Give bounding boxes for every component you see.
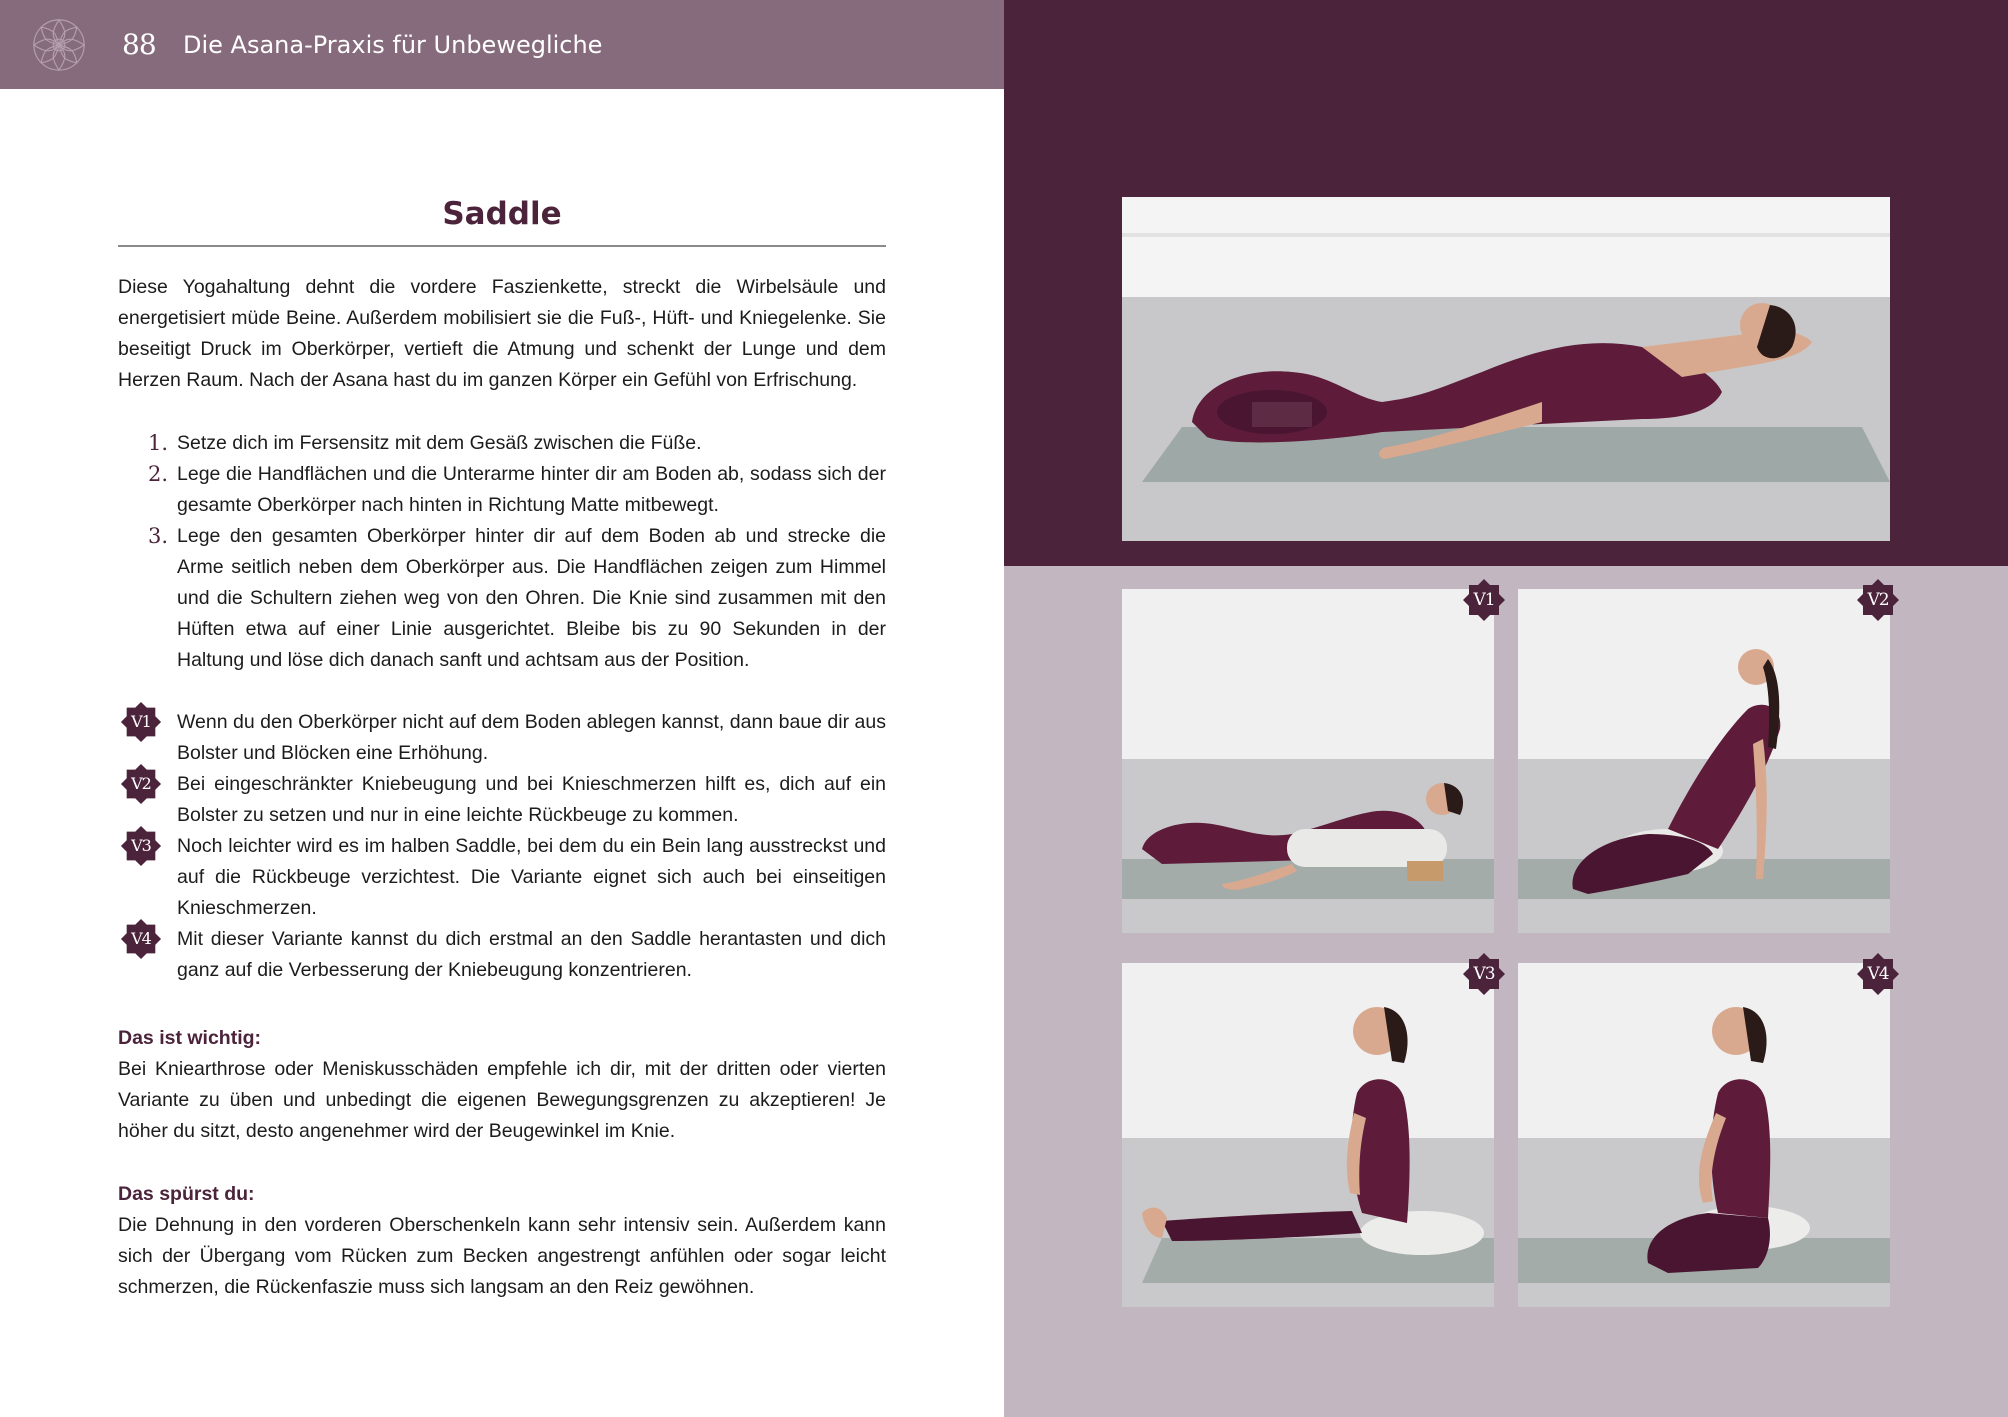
photo-badge-label: V1 <box>1473 590 1495 610</box>
variant-text: Bei eingeschränkter Kniebeugung und bei Knieschmerzen hilft es, dich auf ein Bolster zu setzen und nur in eine leichte Rückbeuge zu kommen. <box>177 773 886 826</box>
variant-text: Wenn du den Oberkörper nicht auf dem Boden ablegen kannst, dann baue dir aus Bolster und Blöcken eine Erhöhung. <box>177 711 886 764</box>
main-pose-photo <box>1122 197 1890 541</box>
steps-list <box>118 428 886 676</box>
photo-badge-v3 <box>1462 952 1506 996</box>
variant-badge-label: V4 <box>131 929 151 948</box>
photo-badge-v2 <box>1856 578 1900 622</box>
variant-badge-label: V3 <box>131 836 151 855</box>
variants-list <box>118 707 886 986</box>
title-divider <box>118 245 886 247</box>
step-number: 3. <box>148 524 169 548</box>
photo-badge-v4 <box>1856 952 1900 996</box>
variant-badge-label: V2 <box>131 774 151 793</box>
important-heading: Das ist wichtig: <box>118 1027 262 1049</box>
reclined-saddle-illustration <box>1122 197 1890 541</box>
variant-text: Noch leichter wird es im halben Saddle, bei dem du ein Bein lang ausstreckst und auf die Rückbeuge verzichtest. Die Variante eignet sich auch bei einseitigen Knieschmerzen. <box>177 835 886 919</box>
page-header <box>0 0 1004 89</box>
sitting-backbend-illustration <box>1518 589 1890 933</box>
variant-badge <box>120 763 162 805</box>
photo-badge-v1 <box>1462 578 1506 622</box>
variant-1-photo <box>1122 589 1494 933</box>
step-item <box>118 428 886 459</box>
step-text: Lege die Handflächen und die Unterarme hinter dir am Boden ab, sodass sich der gesamte Oberkörper nach hinten in Richtung Matte mitbewegt. <box>177 463 886 516</box>
feel-paragraph: Die Dehnung in den vorderen Oberschenkeln kann sehr intensiv sein. Außerdem kann sich der Übergang vom Rücken zum Becken angestrengt anfühlen oder sogar leicht schmerzen, die Rückenfaszie muss sich langsam an den Reiz gewöhnen. <box>118 1214 886 1298</box>
variant-3-photo <box>1122 963 1494 1307</box>
feel-heading: Das spürst du: <box>118 1183 255 1205</box>
intro-paragraph: Diese Yogahaltung dehnt die vordere Faszienkette, streckt die Wirbelsäule und energetisiert müde Beine. Außerdem mobilisiert sie die Fuß-, Hüft- und Kniegelenke. Sie beseitigt Druck im Oberkörper, vertieft die Atmung und schenkt der Lunge und dem Herzen Raum. Nach der Asana hast du im ganzen Körper ein Gefühl von Erfrischung. <box>118 276 886 391</box>
variant-badge <box>120 918 162 960</box>
variant-item <box>118 707 886 769</box>
variant-2-photo <box>1518 589 1890 933</box>
variant-badge <box>120 825 162 867</box>
variant-text: Mit dieser Variante kannst du dich erstmal an den Saddle herantasten und dich ganz auf die Verbesserung der Kniebeugung konzentrieren. <box>177 928 886 981</box>
variant-item <box>118 769 886 831</box>
step-number: 1. <box>148 431 169 455</box>
step-number: 2. <box>148 462 169 486</box>
step-item <box>118 459 886 521</box>
important-paragraph: Bei Kniearthrose oder Meniskusschäden empfehle ich dir, mit der dritten oder vierten Variante zu üben und unbedingt die eigenen Bewegungsgrenzen zu akzeptieren! Je höher du sitzt, desto angenehmer wird der Beugewinkel im Knie. <box>118 1058 886 1142</box>
variant-4-photo <box>1518 963 1890 1307</box>
elevated-kneeling-illustration <box>1518 963 1890 1307</box>
page-number: 88 <box>122 28 156 61</box>
variant-item <box>118 831 886 924</box>
bolster-support-illustration <box>1122 589 1494 933</box>
step-item <box>118 521 886 676</box>
step-text: Lege den gesamten Oberkörper hinter dir auf dem Boden ab und strecke die Arme seitlich neben dem Oberkörper aus. Die Handflächen zeigen zum Himmel und die Schultern ziehen weg von den Ohren. Die Knie sind zusammen mit den Hüften etwa auf einer Linie ausgerichtet. Bleibe bis zu 90 Sekunden in der Haltung und löse dich danach sanft und achtsam aus der Position. <box>177 525 886 671</box>
photo-badge-label: V3 <box>1473 964 1495 984</box>
photo-badge-label: V2 <box>1867 590 1889 610</box>
variant-badge <box>120 701 162 743</box>
chapter-title: Die Asana-Praxis für Unbewegliche <box>183 31 603 59</box>
page-title: Saddle <box>442 196 562 232</box>
photo-badge-label: V4 <box>1867 964 1889 984</box>
half-saddle-illustration <box>1122 963 1494 1307</box>
lotus-mandala-icon <box>30 16 88 74</box>
variant-badge-label: V1 <box>131 712 151 731</box>
step-text: Setze dich im Fersensitz mit dem Gesäß zwischen die Füße. <box>177 432 702 454</box>
variant-item <box>118 924 886 986</box>
